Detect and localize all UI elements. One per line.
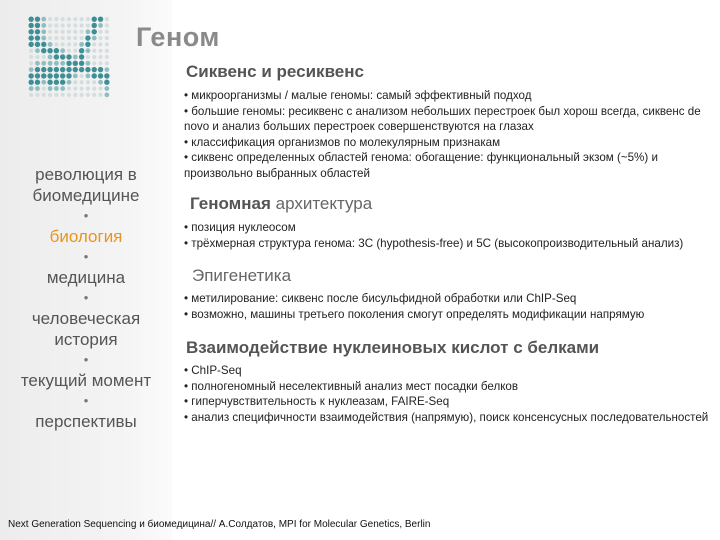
sidebar-item-current-moment[interactable]: текущий момент: [20, 371, 152, 390]
bullet-item: • большие геномы: ресиквенс с анализом небольших перестроек был хорош всегда, сиквенс de novo и анализ больших перестроек совершенствуются на глазах: [184, 104, 701, 133]
nav-separator: •: [83, 249, 89, 264]
page-title: Геном: [136, 22, 220, 52]
section-title-part: Геномная: [190, 194, 271, 213]
nav-separator: •: [83, 352, 89, 367]
bullet-item: • трёхмерная структура генома: 3C (hypothesis-free) и 5C (высокопроизводительный анализ): [184, 236, 684, 250]
section-title-protein-interaction: Взаимодействие нуклеиновых кислот с белками: [186, 338, 600, 357]
section-bullets-protein-interaction: [184, 363, 714, 425]
bullet-item: • микроорганизмы / малые геномы: самый эффективный подход: [184, 89, 532, 102]
bullet-item: • полногеномный неселективный анализ мест посадки белков: [184, 379, 519, 393]
section-title-epigenetics: Эпигенетика: [192, 266, 292, 285]
bullet-item: • анализ специфичности взаимодействия (напрямую), поиск консенсусных последовательностей: [184, 410, 709, 424]
bullet-item: • гиперчувствительность к нуклеазам, FAIRE-Seq: [184, 395, 450, 408]
main-content: [184, 62, 714, 425]
nav-separator: •: [83, 290, 89, 305]
dna-logo-icon: [28, 16, 110, 98]
bullet-item: • ChIP-Seq: [184, 364, 242, 377]
nav-separator: •: [83, 393, 89, 408]
sidebar-item-revolution[interactable]: революция в биомедицине: [32, 165, 140, 205]
sidebar-item-human-history[interactable]: человеческая история: [31, 309, 141, 349]
sidebar-nav: [0, 164, 172, 432]
section-bullets-epigenetics: [184, 291, 714, 322]
sidebar-item-perspectives[interactable]: перспективы: [35, 412, 137, 431]
section-title-part: архитектура: [275, 194, 373, 213]
nav-separator: •: [83, 208, 89, 223]
bullet-item: • позиция нуклеосом: [184, 221, 296, 234]
sidebar-item-biology[interactable]: биология: [49, 227, 123, 246]
bullet-item: • классификация организмов по молекулярным признакам: [184, 135, 501, 149]
section-bullets-architecture: [184, 220, 714, 251]
bullet-item: • возможно, машины третьего поколения смогут определять модификации напрямую: [184, 307, 645, 321]
sidebar-item-medicine[interactable]: медицина: [46, 268, 126, 287]
section-bullets-sequencing: [184, 88, 714, 181]
bullet-item: • сиквенс определенных областей генома: обогащение: функциональный экзом (~5%) и произвольно выбранных областей: [184, 151, 658, 180]
section-title-architecture: [190, 194, 714, 214]
footer-credit: Next Generation Sequencing и биомедицина// А.Солдатов, MPI for Molecular Genetics, Berlin: [8, 519, 431, 530]
section-title-sequencing: Сиквенс и ресиквенс: [186, 62, 364, 81]
bullet-item: • метилирование: сиквенс после бисульфидной обработки или ChIP-Seq: [184, 292, 577, 305]
